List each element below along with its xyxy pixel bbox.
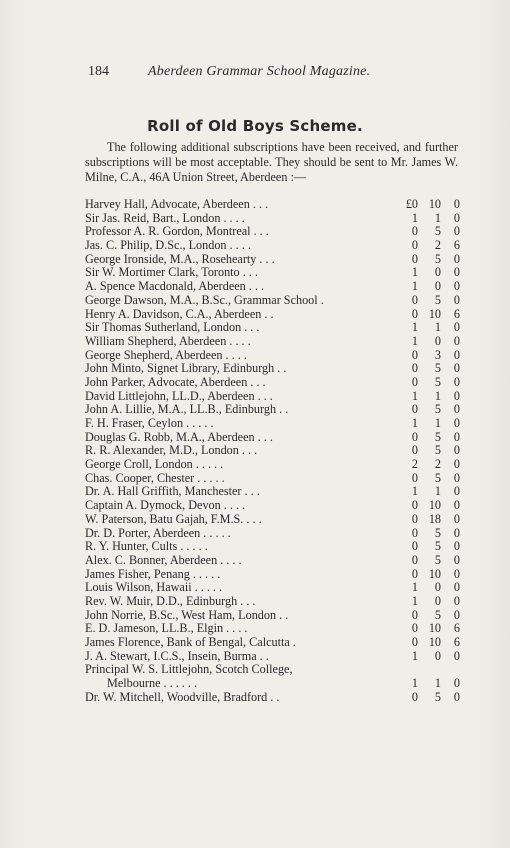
subscriber-name: Sir W. Mortimer Clark, Toronto . . .	[85, 265, 258, 280]
amount-pence: 0	[453, 648, 460, 663]
subscription-row	[85, 294, 460, 308]
amount-pounds: 1	[411, 416, 418, 430]
subscription-row	[85, 266, 460, 280]
amount-pounds: 0	[411, 443, 418, 458]
amount-shillings: 5	[434, 361, 441, 376]
amount-shillings: 5	[434, 539, 441, 554]
amount-shillings: 1	[434, 416, 441, 430]
amount-pounds: 0	[411, 607, 418, 622]
subscriber-name: Sir Jas. Reid, Bart., London . . . .	[85, 210, 245, 225]
amount-pence: 0	[453, 593, 460, 608]
amount-pence: 0	[453, 388, 460, 403]
amount-pounds: 1	[411, 320, 418, 335]
amount-shillings: 1	[434, 320, 441, 335]
subscription-row	[85, 253, 460, 267]
subscription-row	[85, 622, 460, 636]
subscription-row	[85, 198, 460, 212]
subscriber-name: Melbourne . . . . . .	[107, 676, 198, 691]
amount-shillings: 5	[434, 402, 441, 417]
amount-pounds: 0	[411, 429, 418, 444]
amount-shillings: 5	[434, 292, 441, 307]
subscriber-name: Professor A. R. Gordon, Montreal . . .	[85, 224, 269, 239]
running-title: Aberdeen Grammar School Magazine.	[148, 64, 371, 79]
subscription-row	[85, 527, 460, 541]
amount-pence: 0	[453, 416, 460, 430]
amount-pence: 6	[453, 306, 460, 321]
subscription-row	[85, 335, 460, 349]
subscription-row	[85, 225, 460, 239]
subscriber-name: David Littlejohn, LL.D., Aberdeen . . .	[85, 388, 273, 403]
intro-paragraph	[85, 140, 458, 185]
subscriber-name: Principal W. S. Littlejohn, Scotch College,	[85, 662, 293, 677]
amount-shillings: 5	[434, 607, 441, 622]
amount-pounds: 0	[411, 306, 418, 321]
amount-pence: 0	[453, 210, 460, 225]
subscription-list	[85, 198, 460, 704]
amount-pence: 0	[453, 292, 460, 307]
subscription-row	[85, 321, 460, 335]
subscription-row	[85, 540, 460, 554]
amount-shillings: 5	[434, 552, 441, 567]
subscriber-name: George Ironside, M.A., Rosehearty . . .	[85, 251, 275, 266]
amount-shillings: 1	[434, 676, 441, 691]
page-number: 184	[88, 64, 109, 79]
amount-pounds: 0	[411, 238, 418, 253]
subscription-row	[85, 417, 460, 431]
amount-pounds: 1	[411, 484, 418, 499]
amount-shillings: 10	[428, 635, 441, 649]
amount-pounds: 0	[411, 566, 418, 581]
amount-pounds: 1	[411, 333, 418, 348]
amount-pounds: 0	[411, 470, 418, 485]
amount-pounds: 0	[411, 689, 418, 704]
amount-shillings: 5	[434, 525, 441, 540]
amount-pence: 0	[453, 320, 460, 335]
subscription-row	[85, 677, 460, 691]
amount-pence: 0	[453, 525, 460, 540]
amount-pence: 0	[453, 197, 460, 211]
subscription-row	[85, 636, 460, 650]
amount-shillings: 0	[434, 279, 441, 294]
subscriber-name: James Florence, Bank of Bengal, Calcutta .	[85, 635, 296, 649]
amount-pounds: 0	[411, 621, 418, 636]
amount-shillings: 5	[434, 470, 441, 485]
subscription-row	[85, 239, 460, 253]
subscriber-name: J. A. Stewart, I.C.S., Insein, Burma . .	[85, 648, 269, 663]
amount-pence: 0	[453, 498, 460, 513]
amount-pounds: 0	[411, 402, 418, 417]
subscriber-name: John Norrie, B.Sc., West Ham, London . .	[85, 607, 289, 622]
amount-pounds: 1	[411, 648, 418, 663]
amount-shillings: 0	[434, 333, 441, 348]
subscription-row	[85, 212, 460, 226]
amount-pence: 0	[453, 443, 460, 458]
amount-pounds: 1	[411, 580, 418, 595]
amount-shillings: 10	[428, 566, 441, 581]
subscriber-name: Henry A. Davidson, C.A., Aberdeen . .	[85, 306, 274, 321]
amount-pounds: 0	[411, 635, 418, 649]
amount-shillings: 0	[434, 265, 441, 280]
subscription-row	[85, 280, 460, 294]
amount-shillings: 0	[434, 648, 441, 663]
amount-shillings: 2	[434, 457, 441, 472]
subscription-row	[85, 349, 460, 363]
amount-pence: 0	[453, 429, 460, 444]
amount-shillings: 0	[434, 593, 441, 608]
subscriber-name: Douglas G. Robb, M.A., Aberdeen . . .	[85, 429, 273, 444]
subscription-row	[85, 581, 460, 595]
subscriber-name: Dr. W. Mitchell, Woodville, Bradford . .	[85, 689, 280, 704]
subscription-row	[85, 499, 460, 513]
subscriber-name: William Shepherd, Aberdeen . . . .	[85, 333, 251, 348]
amount-pounds: 0	[411, 498, 418, 513]
amount-pence: 0	[453, 539, 460, 554]
amount-pence: 0	[453, 580, 460, 595]
amount-pounds: 1	[411, 210, 418, 225]
amount-pounds: £0	[405, 197, 418, 211]
subscription-row	[85, 513, 460, 527]
amount-pence: 6	[453, 635, 460, 649]
amount-pounds: 0	[411, 552, 418, 567]
amount-shillings: 1	[434, 210, 441, 225]
subscription-row	[85, 444, 460, 458]
amount-shillings: 5	[434, 429, 441, 444]
subscriber-name: Sir Thomas Sutherland, London . . .	[85, 320, 260, 335]
amount-pounds: 0	[411, 292, 418, 307]
subscription-row	[85, 485, 460, 499]
amount-shillings: 5	[434, 251, 441, 266]
amount-pence: 6	[453, 238, 460, 253]
amount-shillings: 0	[434, 580, 441, 595]
amount-pence: 0	[453, 457, 460, 472]
subscriber-name: James Fisher, Penang . . . . .	[85, 566, 221, 581]
amount-shillings: 3	[434, 347, 441, 362]
amount-pounds: 0	[411, 511, 418, 526]
amount-pounds: 2	[411, 457, 418, 472]
subscriber-name: George Dawson, M.A., B.Sc., Grammar School .	[85, 292, 324, 307]
amount-pounds: 0	[411, 374, 418, 389]
subscription-row	[85, 650, 460, 664]
amount-shillings: 10	[428, 306, 441, 321]
subscriber-name: Dr. D. Porter, Aberdeen . . . . .	[85, 525, 231, 540]
subscriber-name: Louis Wilson, Hawaii . . . . .	[85, 580, 223, 595]
subscriber-name: John A. Lillie, M.A., LL.B., Edinburgh . .	[85, 402, 289, 417]
subscription-row	[85, 691, 460, 705]
amount-pence: 0	[453, 689, 460, 704]
amount-shillings: 10	[428, 197, 441, 211]
amount-pounds: 1	[411, 265, 418, 280]
amount-pence: 0	[453, 333, 460, 348]
subscriber-name: Rev. W. Muir, D.D., Edinburgh . . .	[85, 593, 256, 608]
subscription-row	[85, 568, 460, 582]
subscriber-name: George Croll, London . . . . .	[85, 457, 224, 472]
subscription-row	[85, 308, 460, 322]
amount-pence: 0	[453, 265, 460, 280]
subscription-row	[85, 362, 460, 376]
amount-shillings: 5	[434, 443, 441, 458]
subscriber-name: Alex. C. Bonner, Aberdeen . . . .	[85, 552, 242, 567]
subscription-row	[85, 376, 460, 390]
amount-pounds: 1	[411, 593, 418, 608]
subscription-row	[85, 458, 460, 472]
amount-shillings: 5	[434, 224, 441, 239]
section-title: Roll of Old Boys Scheme.	[147, 117, 363, 135]
subscriber-name: John Parker, Advocate, Aberdeen . . .	[85, 374, 266, 389]
subscriber-name: Jas. C. Philip, D.Sc., London . . . .	[85, 238, 251, 253]
subscription-row	[85, 595, 460, 609]
amount-shillings: 5	[434, 689, 441, 704]
amount-pence: 0	[453, 552, 460, 567]
amount-pence: 0	[453, 251, 460, 266]
amount-pounds: 0	[411, 347, 418, 362]
subscriber-name: Chas. Cooper, Chester . . . . .	[85, 470, 225, 485]
amount-pounds: 0	[411, 539, 418, 554]
subscription-row	[85, 390, 460, 404]
subscriber-name: R. R. Alexander, M.D., London . . .	[85, 443, 258, 458]
amount-pence: 0	[453, 347, 460, 362]
subscriber-name: F. H. Fraser, Ceylon . . . . .	[85, 416, 214, 430]
subscriber-name: Captain A. Dymock, Devon . . . .	[85, 498, 246, 513]
subscriber-name: Harvey Hall, Advocate, Aberdeen . . .	[85, 197, 269, 211]
amount-shillings: 1	[434, 388, 441, 403]
amount-pence: 6	[453, 621, 460, 636]
amount-pounds: 1	[411, 279, 418, 294]
subscription-row	[85, 403, 460, 417]
subscriber-name: W. Paterson, Batu Gajah, F.M.S. . . .	[85, 511, 262, 526]
subscription-row	[85, 472, 460, 486]
amount-shillings: 1	[434, 484, 441, 499]
amount-pence: 0	[453, 279, 460, 294]
amount-pounds: 0	[411, 525, 418, 540]
subscription-row	[85, 663, 460, 677]
intro-text: The following additional subscriptions have been received, and further subscriptions will be most acceptable. They should be sent to Mr. James W. Milne, C.A., 46A Union Street, Aberdeen :—	[85, 140, 458, 184]
amount-pence: 0	[453, 224, 460, 239]
amount-pence: 0	[453, 607, 460, 622]
amount-pence: 0	[453, 402, 460, 417]
amount-shillings: 18	[428, 511, 441, 526]
amount-shillings: 5	[434, 374, 441, 389]
amount-shillings: 10	[428, 621, 441, 636]
subscriber-name: E. D. Jameson, LL.B., Elgin . . . .	[85, 621, 248, 636]
subscriber-name: R. Y. Hunter, Cults . . . . .	[85, 539, 208, 554]
subscription-row	[85, 554, 460, 568]
subscriber-name: Dr. A. Hall Griffith, Manchester . . .	[85, 484, 260, 499]
amount-pence: 0	[453, 566, 460, 581]
amount-pence: 0	[453, 484, 460, 499]
amount-pence: 0	[453, 511, 460, 526]
amount-pence: 0	[453, 361, 460, 376]
subscriber-name: John Minto, Signet Library, Edinburgh . .	[85, 361, 287, 376]
amount-pence: 0	[453, 374, 460, 389]
amount-shillings: 2	[434, 238, 441, 253]
subscriber-name: A. Spence Macdonald, Aberdeen . . .	[85, 279, 265, 294]
amount-shillings: 10	[428, 498, 441, 513]
amount-pounds: 1	[411, 676, 418, 691]
amount-pounds: 0	[411, 361, 418, 376]
amount-pounds: 1	[411, 388, 418, 403]
amount-pounds: 0	[411, 224, 418, 239]
amount-pence: 0	[453, 676, 460, 691]
subscription-row	[85, 431, 460, 445]
amount-pence: 0	[453, 470, 460, 485]
subscription-row	[85, 609, 460, 623]
subscriber-name: George Shepherd, Aberdeen . . . .	[85, 347, 247, 362]
amount-pounds: 0	[411, 251, 418, 266]
